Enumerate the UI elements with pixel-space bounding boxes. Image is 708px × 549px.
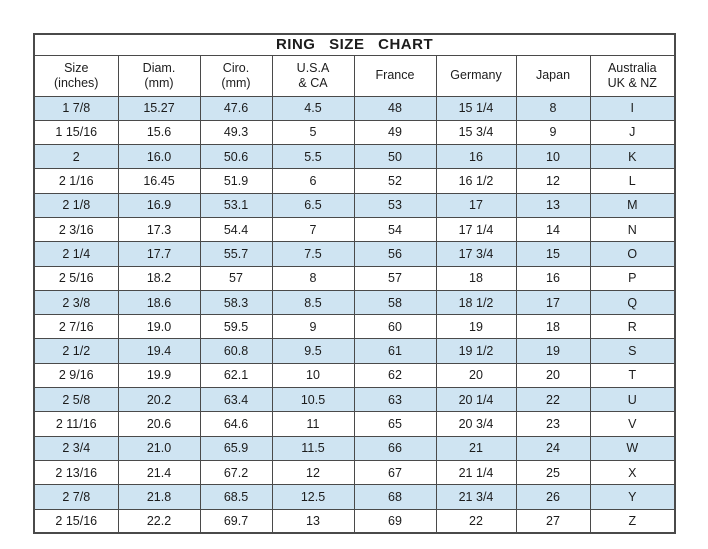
table-cell: 13 xyxy=(272,509,354,533)
table-cell: 20 3/4 xyxy=(436,412,516,436)
column-header-2: Ciro. (mm) xyxy=(200,55,272,96)
table-cell: 22 xyxy=(436,509,516,533)
table-cell: 49.3 xyxy=(200,120,272,144)
table-cell: 2 1/8 xyxy=(34,193,118,217)
table-row xyxy=(34,266,675,290)
table-cell: M xyxy=(590,193,675,217)
table-row xyxy=(34,193,675,217)
table-cell: 65 xyxy=(354,412,436,436)
table-cell: 15 1/4 xyxy=(436,96,516,120)
table-row xyxy=(34,120,675,144)
table-cell: 20.2 xyxy=(118,388,200,412)
table-cell: 16.0 xyxy=(118,145,200,169)
table-row xyxy=(34,339,675,363)
table-cell: 19 xyxy=(516,339,590,363)
table-cell: 66 xyxy=(354,436,436,460)
table-cell: 68.5 xyxy=(200,485,272,509)
table-cell: 17 1/4 xyxy=(436,217,516,241)
table-row xyxy=(34,315,675,339)
table-cell: 52 xyxy=(354,169,436,193)
table-cell: 20 xyxy=(436,363,516,387)
table-cell: 2 13/16 xyxy=(34,460,118,484)
table-cell: 18 xyxy=(516,315,590,339)
table-row xyxy=(34,460,675,484)
table-cell: S xyxy=(590,339,675,363)
table-cell: K xyxy=(590,145,675,169)
table-cell: 18.2 xyxy=(118,266,200,290)
table-cell: 8 xyxy=(272,266,354,290)
table-cell: V xyxy=(590,412,675,436)
table-cell: 15 3/4 xyxy=(436,120,516,144)
table-cell: 2 1/16 xyxy=(34,169,118,193)
table-cell: 17.3 xyxy=(118,217,200,241)
table-row xyxy=(34,509,675,533)
table-cell: 21 1/4 xyxy=(436,460,516,484)
table-cell: 60.8 xyxy=(200,339,272,363)
table-cell: 12 xyxy=(516,169,590,193)
table-cell: 13 xyxy=(516,193,590,217)
table-cell: 2 3/16 xyxy=(34,217,118,241)
table-cell: 8.5 xyxy=(272,290,354,314)
table-cell: 6.5 xyxy=(272,193,354,217)
table-cell: 20 1/4 xyxy=(436,388,516,412)
table-body xyxy=(34,96,675,533)
table-cell: 15 xyxy=(516,242,590,266)
table-cell: 67 xyxy=(354,460,436,484)
table-cell: 19.9 xyxy=(118,363,200,387)
table-cell: 57 xyxy=(354,266,436,290)
table-cell: 27 xyxy=(516,509,590,533)
table-cell: 57 xyxy=(200,266,272,290)
table-cell: 60 xyxy=(354,315,436,339)
table-cell: Q xyxy=(590,290,675,314)
table-cell: 48 xyxy=(354,96,436,120)
table-cell: 11 xyxy=(272,412,354,436)
table-cell: 21.0 xyxy=(118,436,200,460)
table-cell: 26 xyxy=(516,485,590,509)
table-cell: 19 xyxy=(436,315,516,339)
table-cell: 65.9 xyxy=(200,436,272,460)
table-cell: 9 xyxy=(516,120,590,144)
table-cell: 54 xyxy=(354,217,436,241)
table-cell: 62.1 xyxy=(200,363,272,387)
table-cell: 17 3/4 xyxy=(436,242,516,266)
table-cell: 19.4 xyxy=(118,339,200,363)
table-cell: 16.9 xyxy=(118,193,200,217)
table-cell: 1 7/8 xyxy=(34,96,118,120)
table-cell: 2 5/8 xyxy=(34,388,118,412)
table-cell: X xyxy=(590,460,675,484)
table-cell: 2 7/16 xyxy=(34,315,118,339)
table-cell: 11.5 xyxy=(272,436,354,460)
table-cell: 16 1/2 xyxy=(436,169,516,193)
table-cell: 69 xyxy=(354,509,436,533)
table-cell: 9 xyxy=(272,315,354,339)
table-cell: 58 xyxy=(354,290,436,314)
table-cell: I xyxy=(590,96,675,120)
table-row xyxy=(34,217,675,241)
table-cell: 8 xyxy=(516,96,590,120)
table-row xyxy=(34,436,675,460)
table-cell: 22.2 xyxy=(118,509,200,533)
table-cell: 54.4 xyxy=(200,217,272,241)
table-cell: L xyxy=(590,169,675,193)
table-cell: 10.5 xyxy=(272,388,354,412)
table-row xyxy=(34,290,675,314)
table-cell: 68 xyxy=(354,485,436,509)
column-header-6: Japan xyxy=(516,55,590,96)
table-cell: 49 xyxy=(354,120,436,144)
column-header-4: France xyxy=(354,55,436,96)
table-cell: 2 11/16 xyxy=(34,412,118,436)
table-row xyxy=(34,145,675,169)
column-header-1: Diam. (mm) xyxy=(118,55,200,96)
column-header-5: Germany xyxy=(436,55,516,96)
table-cell: 58.3 xyxy=(200,290,272,314)
table-cell: 12 xyxy=(272,460,354,484)
table-cell: 5 xyxy=(272,120,354,144)
table-cell: 9.5 xyxy=(272,339,354,363)
table-cell: 18 1/2 xyxy=(436,290,516,314)
table-cell: 21.4 xyxy=(118,460,200,484)
table-cell: 1 15/16 xyxy=(34,120,118,144)
table-cell: 2 5/16 xyxy=(34,266,118,290)
table-row xyxy=(34,412,675,436)
table-cell: 21.8 xyxy=(118,485,200,509)
table-cell: 53 xyxy=(354,193,436,217)
table-cell: R xyxy=(590,315,675,339)
table-cell: 2 7/8 xyxy=(34,485,118,509)
table-cell: 7 xyxy=(272,217,354,241)
table-row xyxy=(34,485,675,509)
table-cell: 16 xyxy=(516,266,590,290)
table-cell: Z xyxy=(590,509,675,533)
table-cell: Y xyxy=(590,485,675,509)
table-cell: 16 xyxy=(436,145,516,169)
table-cell: 18.6 xyxy=(118,290,200,314)
table-cell: 2 1/4 xyxy=(34,242,118,266)
table-cell: U xyxy=(590,388,675,412)
table-cell: 17 xyxy=(436,193,516,217)
table-cell: 19.0 xyxy=(118,315,200,339)
table-cell: 51.9 xyxy=(200,169,272,193)
table-row xyxy=(34,388,675,412)
table-cell: 53.1 xyxy=(200,193,272,217)
table-cell: 63.4 xyxy=(200,388,272,412)
table-cell: 55.7 xyxy=(200,242,272,266)
table-cell: 20 xyxy=(516,363,590,387)
table-cell: 50 xyxy=(354,145,436,169)
table-cell: 10 xyxy=(272,363,354,387)
table-cell: 17 xyxy=(516,290,590,314)
table-cell: 21 3/4 xyxy=(436,485,516,509)
table-cell: 20.6 xyxy=(118,412,200,436)
table-cell: 17.7 xyxy=(118,242,200,266)
table-row xyxy=(34,169,675,193)
table-row xyxy=(34,96,675,120)
table-cell: 21 xyxy=(436,436,516,460)
table-cell: 2 9/16 xyxy=(34,363,118,387)
table-cell: 5.5 xyxy=(272,145,354,169)
table-cell: 2 3/4 xyxy=(34,436,118,460)
table-cell: T xyxy=(590,363,675,387)
table-cell: 56 xyxy=(354,242,436,266)
table-row xyxy=(34,363,675,387)
table-cell: 15.27 xyxy=(118,96,200,120)
chart-title: RING SIZE CHART xyxy=(34,34,675,55)
table-cell: 69.7 xyxy=(200,509,272,533)
table-cell: 6 xyxy=(272,169,354,193)
title-row xyxy=(34,34,675,55)
table-cell: 2 xyxy=(34,145,118,169)
table-cell: 2 3/8 xyxy=(34,290,118,314)
header-row xyxy=(34,55,675,96)
table-cell: 47.6 xyxy=(200,96,272,120)
table-cell: 4.5 xyxy=(272,96,354,120)
table-cell: 2 15/16 xyxy=(34,509,118,533)
ring-size-table xyxy=(33,33,676,534)
table-cell: 67.2 xyxy=(200,460,272,484)
table-cell: N xyxy=(590,217,675,241)
table-cell: J xyxy=(590,120,675,144)
table-cell: 15.6 xyxy=(118,120,200,144)
table-cell: 64.6 xyxy=(200,412,272,436)
table-row xyxy=(34,242,675,266)
table-cell: P xyxy=(590,266,675,290)
table-cell: 12.5 xyxy=(272,485,354,509)
table-cell: 25 xyxy=(516,460,590,484)
table-cell: 7.5 xyxy=(272,242,354,266)
table-cell: 50.6 xyxy=(200,145,272,169)
table-cell: W xyxy=(590,436,675,460)
table-cell: 16.45 xyxy=(118,169,200,193)
column-header-3: U.S.A & CA xyxy=(272,55,354,96)
ring-size-chart xyxy=(33,33,676,534)
table-cell: 59.5 xyxy=(200,315,272,339)
table-cell: 18 xyxy=(436,266,516,290)
table-cell: 62 xyxy=(354,363,436,387)
table-cell: 24 xyxy=(516,436,590,460)
table-cell: 22 xyxy=(516,388,590,412)
column-header-0: Size (inches) xyxy=(34,55,118,96)
table-cell: 63 xyxy=(354,388,436,412)
column-header-7: Australia UK & NZ xyxy=(590,55,675,96)
table-cell: 23 xyxy=(516,412,590,436)
table-cell: 61 xyxy=(354,339,436,363)
table-cell: 14 xyxy=(516,217,590,241)
table-cell: 19 1/2 xyxy=(436,339,516,363)
table-cell: O xyxy=(590,242,675,266)
table-cell: 10 xyxy=(516,145,590,169)
table-cell: 2 1/2 xyxy=(34,339,118,363)
